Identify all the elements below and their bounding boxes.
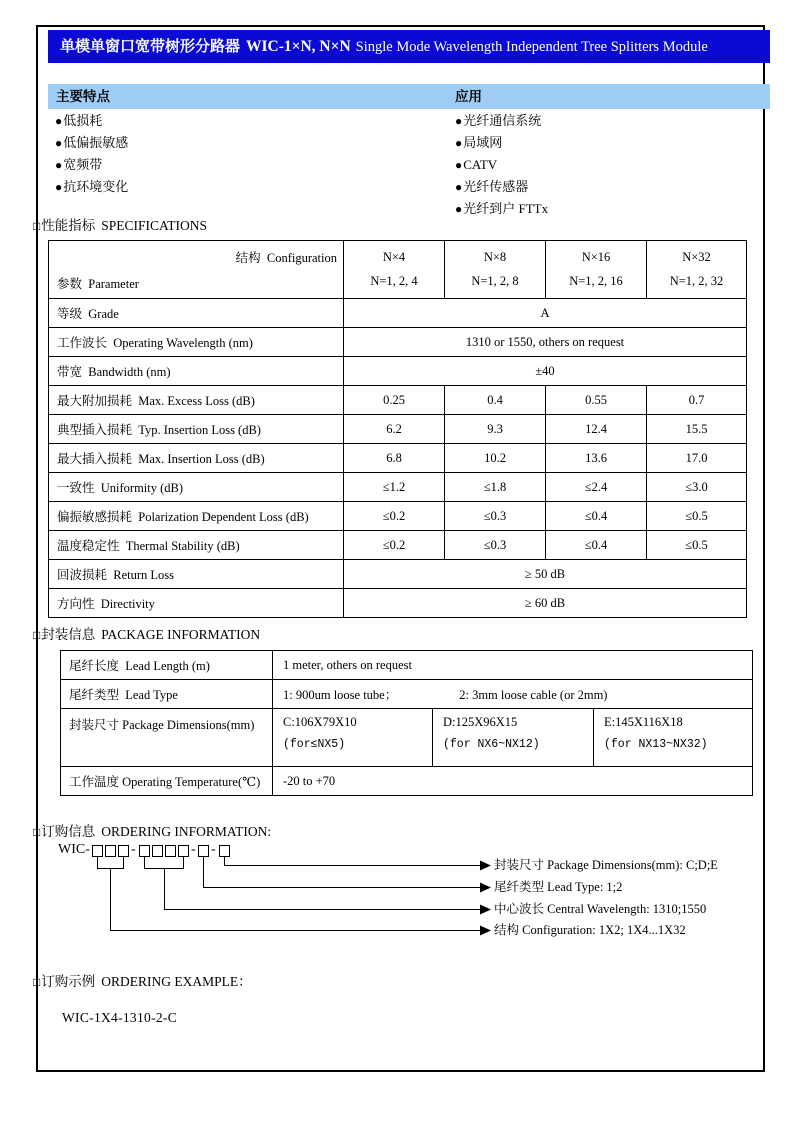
page-title-chinese: 单模单窗口宽带树形分路器 [60,39,241,55]
ordering-heading-en: ORDERING INFORMATION: [101,824,272,839]
dimension-size: E:145X116X18 [604,715,683,729]
order-code-box [165,845,176,857]
table-row [49,299,747,328]
table-header-row [49,241,747,299]
row-label: 温度稳定性 Thermal Stability (dB) [49,531,344,560]
column-header [445,241,546,299]
package-info-heading [33,623,260,643]
dot-bullet-icon: ● [455,202,463,216]
cell-value: ≤0.3 [445,502,546,531]
example-heading-cn: 订购示例 [41,974,96,989]
row-value: 1310 or 1550, others on request [344,328,747,357]
table-row [49,502,747,531]
dimension-range: (for≤NX5) [283,738,346,751]
n-values-label: N=1, 2, 8 [471,274,519,288]
cell-value: ≤0.5 [647,531,747,560]
dot-bullet-icon: ● [455,136,463,150]
row-label: 尾纤类型 Lead Type [61,680,273,709]
row-value: ≥ 50 dB [344,560,747,589]
row-label: 带宽 Bandwidth (nm) [49,357,344,386]
table-row [49,357,747,386]
cell-value: 0.55 [546,386,647,415]
corner-configuration-label: 结构 Configuration [235,251,337,265]
list-item [55,176,128,198]
row-label: 尾纤长度 Lead Length (m) [61,651,273,680]
specifications-table [48,240,747,618]
application-label: 光纤传感器 [463,179,529,194]
row-label: 封装尺寸 Package Dimensions(mm) [61,709,273,767]
order-code-box [92,845,103,857]
list-item [55,132,128,154]
dot-bullet-icon: ● [455,158,463,172]
row-label: 一致性 Uniformity (dB) [49,473,344,502]
table-row [49,560,747,589]
table-row [49,589,747,618]
config-label: N×16 [581,250,611,264]
example-heading-en: ORDERING EXAMPLE： [101,974,252,989]
ordering-heading-cn: 订购信息 [41,824,96,839]
lead-type-option-1: 1: 900um loose tube； [283,688,398,702]
order-code-dash: - [131,842,136,857]
cell-value: 6.2 [344,415,445,444]
order-code-prefix: WIC- [58,842,90,857]
order-code-box [139,845,150,857]
dimension-cell [433,709,594,767]
list-item [455,176,548,198]
specifications-heading-cn: 性能指标 [41,218,96,233]
square-bullet-icon: □ [33,628,41,642]
feature-label: 低偏振敏感 [63,135,129,150]
cell-value: 10.2 [445,444,546,473]
row-value: A [344,299,747,328]
config-label: N×4 [382,250,406,264]
dimension-size: D:125X96X15 [443,715,518,729]
row-label: 最大插入损耗 Max. Insertion Loss (dB) [49,444,344,473]
features-header: 主要特点 [56,89,110,104]
ordering-example-code: WIC-1X4-1310-2-C [62,1010,178,1025]
row-label: 典型插入损耗 Typ. Insertion Loss (dB) [49,415,344,444]
order-code-box [178,845,189,857]
table-row [61,651,753,680]
ordering-label-wavelength: 中心波长 Central Wavelength: 1310;1550 [494,902,707,916]
cell-value: ≤0.4 [546,502,647,531]
n-values-label: N=1, 2, 32 [669,274,724,288]
dot-bullet-icon: ● [55,136,63,150]
square-bullet-icon: □ [33,219,41,233]
application-label: CATV [463,157,498,172]
dot-bullet-icon: ● [55,114,63,128]
cell-value: 12.4 [546,415,647,444]
cell-value: ≤1.2 [344,473,445,502]
cell-value: 9.3 [445,415,546,444]
table-row [49,473,747,502]
list-item [455,110,548,132]
specifications-heading-en: SPECIFICATIONS [101,218,208,233]
applications-header: 应用 [455,89,482,104]
column-header [546,241,647,299]
cell-value: ≤3.0 [647,473,747,502]
order-code-box [105,845,116,857]
row-label: 方向性 Directivity [49,589,344,618]
cell-value: ≤0.4 [546,531,647,560]
cell-value: 17.0 [647,444,747,473]
page-title-english: Single Mode Wavelength Independent Tree Splitters Module [355,39,708,55]
ordering-label-configuration: 结构 Configuration: 1X2; 1X4...1X32 [494,923,686,937]
dimension-cell [273,709,433,767]
feature-label: 宽频带 [63,157,103,172]
order-code-box [118,845,129,857]
n-values-label: N=1, 2, 4 [370,274,418,288]
list-item [55,154,128,176]
table-row [49,531,747,560]
cell-value: ≤0.5 [647,502,747,531]
corner-cell [49,241,344,299]
list-item [455,132,548,154]
applications-list [455,110,548,220]
features-list [55,110,128,198]
dimension-cell [594,709,753,767]
table-row [49,444,747,473]
application-label: 光纤到户 FTTx [463,201,549,216]
order-code-dash: - [191,842,196,857]
table-row [61,709,753,767]
specifications-heading [33,214,207,234]
dot-bullet-icon: ● [455,180,463,194]
page-title-model: WIC-1×N, N×N [246,38,351,55]
lead-type-option-2: 2: 3mm loose cable (or 2mm) [459,688,608,702]
ordering-info-heading [33,820,271,840]
package-heading-cn: 封装信息 [41,627,96,642]
section-band [48,84,770,109]
dot-bullet-icon: ● [455,114,463,128]
cell-value: 0.4 [445,386,546,415]
row-label: 等级 Grade [49,299,344,328]
dot-bullet-icon: ● [55,158,63,172]
cell-value: ≤1.8 [445,473,546,502]
list-item [455,198,548,220]
order-code-dash: - [211,842,216,857]
column-header [344,241,445,299]
row-value: -20 to +70 [273,767,753,796]
dimension-range: (for NX6~NX12) [443,738,540,751]
feature-label: 抗环境变化 [63,179,129,194]
cell-value: ≤0.3 [445,531,546,560]
application-label: 光纤通信系统 [463,113,542,128]
row-label: 偏振敏感损耗 Polarization Dependent Loss (dB) [49,502,344,531]
square-bullet-icon: □ [33,975,41,989]
row-label: 回波损耗 Return Loss [49,560,344,589]
order-code-box [219,845,230,857]
cell-value: 0.25 [344,386,445,415]
cell-value: ≤2.4 [546,473,647,502]
cell-value: 13.6 [546,444,647,473]
application-label: 局域网 [463,135,503,150]
row-value: ±40 [344,357,747,386]
ordering-label-lead-type: 尾纤类型 Lead Type: 1;2 [494,880,623,894]
column-header [647,241,747,299]
table-row [61,680,753,709]
cell-value: ≤0.2 [344,502,445,531]
order-code-box [198,845,209,857]
cell-value: 15.5 [647,415,747,444]
config-label: N×8 [483,250,507,264]
table-row [49,386,747,415]
cell-value: 6.8 [344,444,445,473]
dimension-range: (for NX13~NX32) [604,738,708,751]
list-item [55,110,128,132]
row-label: 工作波长 Operating Wavelength (nm) [49,328,344,357]
row-label: 工作温度 Operating Temperature(℃) [61,767,273,796]
dot-bullet-icon: ● [55,180,63,194]
row-value: ≥ 60 dB [344,589,747,618]
row-value: 1 meter, others on request [273,651,753,680]
cell-value: ≤0.2 [344,531,445,560]
list-item [455,154,548,176]
corner-parameter-label: 参数 Parameter [57,277,139,291]
n-values-label: N=1, 2, 16 [569,274,623,288]
feature-label: 低损耗 [63,113,103,128]
package-info-table [60,650,753,796]
row-value [273,680,753,709]
square-bullet-icon: □ [33,825,41,839]
ordering-example-heading [33,970,252,990]
config-label: N×32 [682,250,711,264]
order-code-box [152,845,163,857]
ordering-label-package: 封装尺寸 Package Dimensions(mm): C;D;E [494,858,718,872]
title-bar [48,30,770,63]
table-row [49,328,747,357]
dimension-size: C:106X79X10 [283,715,357,729]
table-row [49,415,747,444]
package-heading-en: PACKAGE INFORMATION [101,627,261,642]
table-row [61,767,753,796]
row-label: 最大附加损耗 Max. Excess Loss (dB) [49,386,344,415]
cell-value: 0.7 [647,386,747,415]
